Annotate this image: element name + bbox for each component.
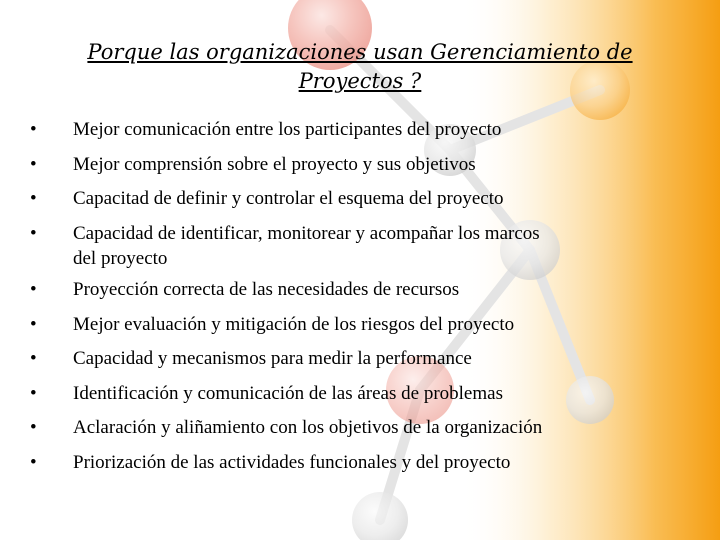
bullet-item: • Mejor comprensión sobre el proyecto y sus objetivos <box>30 148 680 183</box>
bullet-item: • Mejor evaluación y mitigación de los riesgos del proyecto <box>30 308 680 343</box>
bullet-item: • Priorización de las actividades funcionales y del proyecto <box>30 446 680 481</box>
slide-title-line-2: Proyectos ? <box>298 69 422 93</box>
slide-title <box>30 38 690 96</box>
bullet-item-continuation: del proyecto <box>73 248 168 269</box>
slide-title-line-1: Porque las organizaciones usan Gerenciamiento de <box>87 40 633 64</box>
bullet-item: • Proyección correcta de las necesidades de recursos <box>30 273 680 308</box>
bullet-item: • Capacitad de definir y controlar el esquema del proyecto <box>30 182 680 217</box>
bullet-item: • Capacidad de identificar, monitorear y acompañar los marcos del proyecto <box>30 217 680 274</box>
bullet-item: • Identificación y comunicación de las áreas de problemas <box>30 377 680 412</box>
bullet-list <box>30 113 680 480</box>
bullet-item: • Aclaración y aliñamiento con los objetivos de la organización <box>30 411 680 446</box>
bullet-item: • Mejor comunicación entre los participantes del proyecto <box>30 113 680 148</box>
gray-sphere-bottom <box>352 492 408 540</box>
bullet-item: • Capacidad y mecanismos para medir la performance <box>30 342 680 377</box>
